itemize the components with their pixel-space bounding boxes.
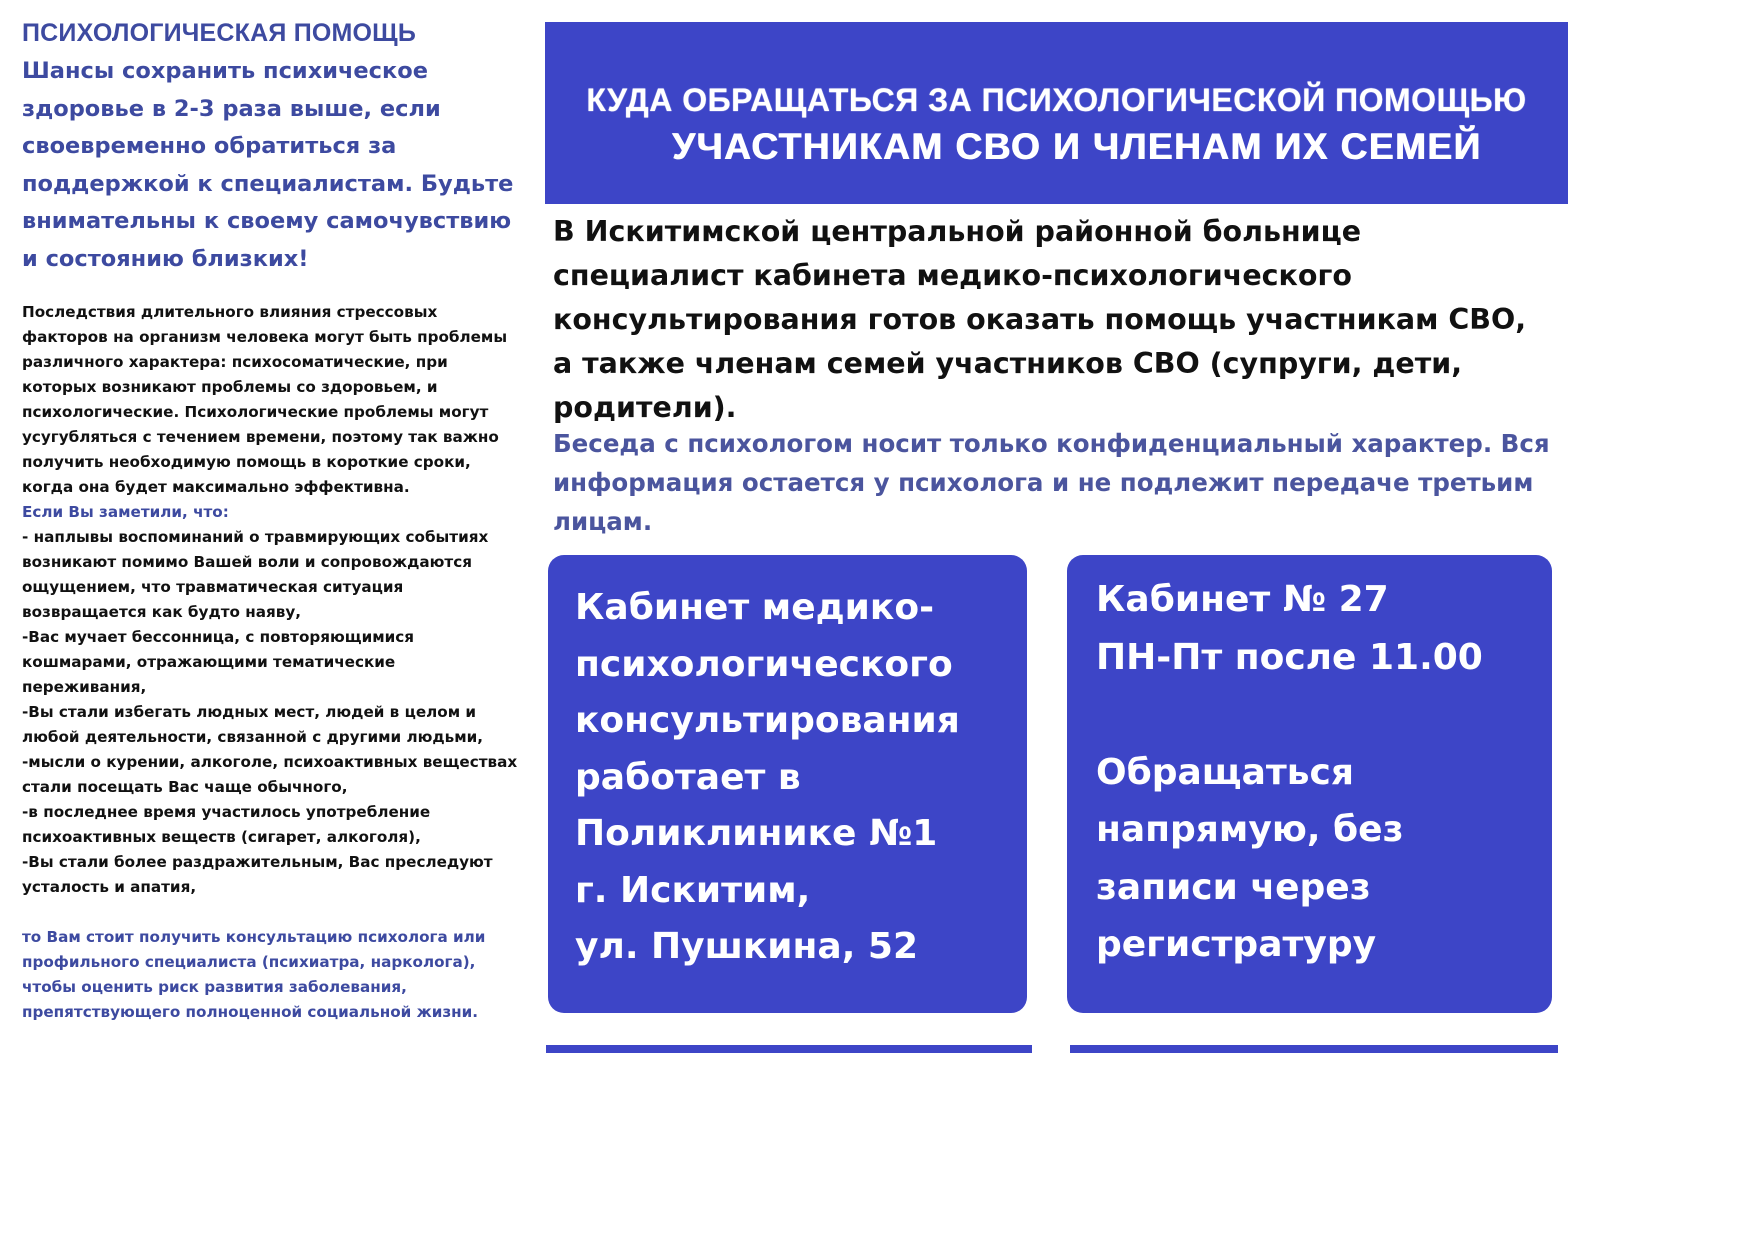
symptom-item: -Вы стали более раздражительным, Вас преследуют усталость и апатия, [22, 853, 493, 896]
symptom-item: -мысли о курении, алкоголе, психоактивных веществах стали посещать Вас чаще обычного, [22, 753, 518, 796]
symptom-item: -в последнее время участилось употребление психоактивных веществ (сигарет, алкоголя), [22, 803, 431, 846]
divider [1070, 1045, 1558, 1053]
conclusion-paragraph: то Вам стоит получить консультацию психолога или профильного специалиста (психиатра, нарколога), чтобы оценить риск развития заболевания, препятствующего полноценной социальной жизни. [22, 928, 486, 1021]
symptom-item: -Вас мучает бессонница, с повторяющимися кошмарами, отражающими тематические переживания, [22, 628, 415, 696]
confidentiality-note: Беседа с психологом носит только конфиденциальный характер. Вся информация остается у психолога и не подлежит передаче третьим лицам. [553, 429, 1550, 536]
intro-paragraph: В Искитимской центральной районной больнице специалист кабинета медико-психологического консультирования готов оказать помощь участникам СВО, а также членам семей участников СВО (супруги, дети, родители). [553, 215, 1527, 424]
location-line: работает в [575, 756, 801, 798]
location-line: г. Искитим, [575, 869, 811, 911]
banner-subtitle: УЧАСТНИКАМ СВО И ЧЛЕНАМ ИХ СЕМЕЙ [671, 126, 1482, 167]
header-banner [545, 22, 1568, 204]
symptom-item: - наплывы воспоминаний о травмирующих событиях возникают помимо Вашей воли и сопровождаются ощущением, что травматическая ситуация возвращается как будто наяву, [22, 528, 489, 621]
location-line: психологического [575, 643, 953, 685]
location-line: Поликлинике №1 [575, 813, 938, 854]
room-number: Кабинет № 27 [1096, 579, 1389, 620]
section-title: ПСИХОЛОГИЧЕСКАЯ ПОМОЩЬ [22, 19, 417, 47]
info-body [22, 300, 522, 1025]
banner-title: КУДА ОБРАЩАТЬСЯ ЗА ПСИХОЛОГИЧЕСКОЙ ПОМОЩЬЮ [586, 82, 1527, 118]
walk-in-note-line: регистратуру [1096, 924, 1377, 965]
spacer [22, 900, 522, 925]
location-line: консультирования [575, 700, 960, 741]
divider [546, 1045, 1032, 1053]
walk-in-note-line: напрямую, без [1096, 809, 1404, 850]
location-line: ул. Пушкина, 52 [575, 926, 919, 967]
spacer [1096, 686, 1552, 744]
location-line: Кабинет медико- [575, 587, 935, 628]
if-noticed-heading: Если Вы заметили, что: [22, 503, 229, 521]
schedule-card [1067, 555, 1552, 1013]
walk-in-note-line: записи через [1096, 866, 1371, 908]
walk-in-note-line: Обращаться [1096, 751, 1354, 793]
symptom-item: -Вы стали избегать людных мест, людей в целом и любой деятельности, связанной с другими людьми, [22, 703, 484, 746]
consequences-paragraph: Последствия длительного влияния стрессовых факторов на организм человека могут быть проблемы различного характера: психосоматические, при которых возникают проблемы со здоровьем, и психологические. Психологические проблемы могут усугубляться с течением времени, поэтому так важно получить необходимую помощь в короткие сроки, когда она будет максимально эффективна. [22, 303, 508, 496]
location-card [548, 555, 1027, 1013]
lead-paragraph: Шансы сохранить психическое здоровье в 2-3 раза выше, если своевременно обратиться за поддержкой к специалистам. Будьте внимательны к своему самочувствию и состоянию близких! [22, 58, 514, 272]
office-hours: ПН-Пт после 11.00 [1096, 636, 1483, 678]
left-column [22, 16, 522, 1025]
